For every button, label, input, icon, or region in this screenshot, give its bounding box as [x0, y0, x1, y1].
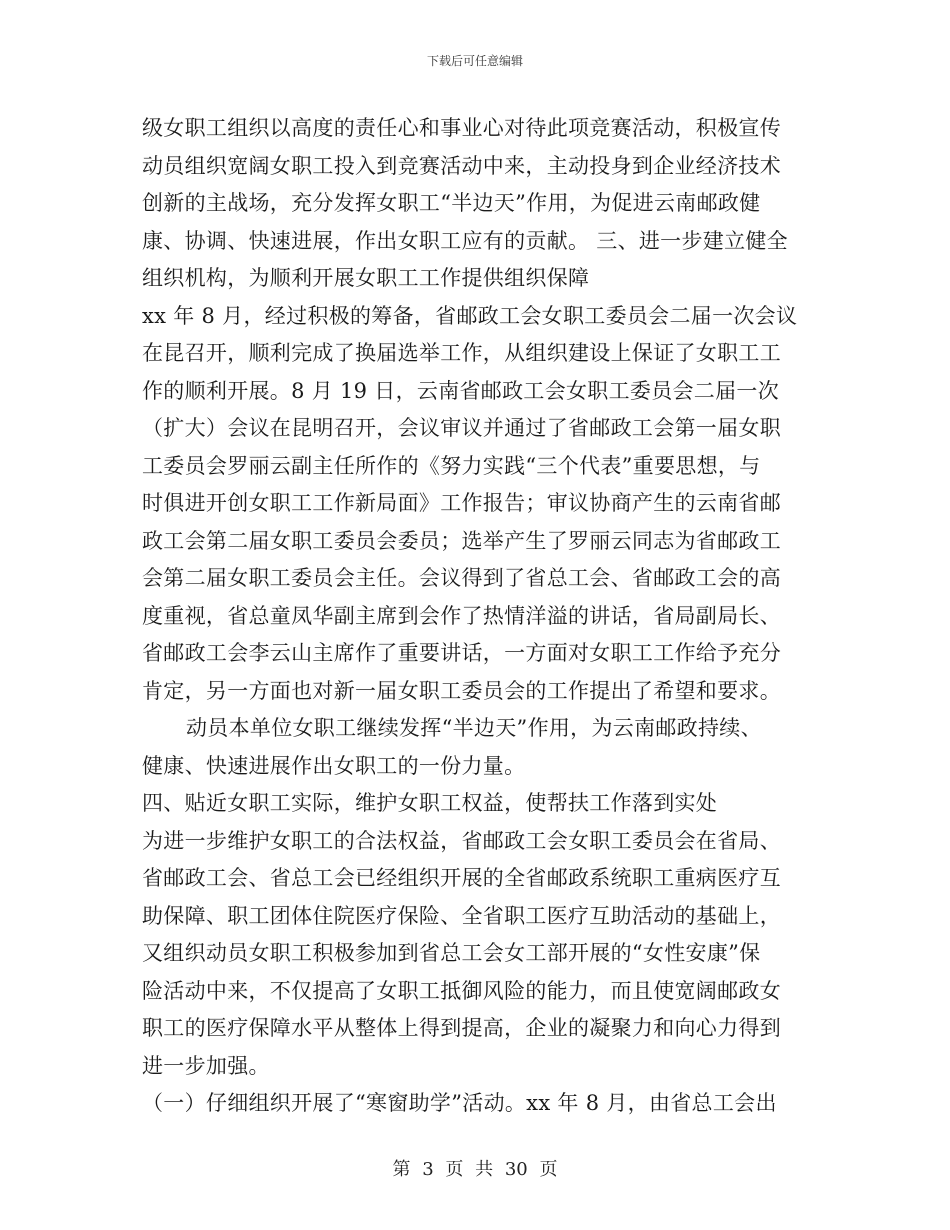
- page-number-footer: 第 3 页 共 30 页: [392, 1159, 558, 1180]
- text-line: 动员组织宽阔女职工投入到竞赛活动中来，主动投身到企业经济技术: [142, 153, 781, 178]
- text-line: 进一步加强。: [142, 1053, 270, 1078]
- text-line: 动员本单位女职工继续发挥“半边天”作用，为云南邮政持续、: [186, 716, 762, 740]
- page-header: 下载后可任意编辑: [426, 54, 523, 68]
- text-line: 职工的医疗保障水平从整体上得到提高，企业的凝聚力和向心力得到: [142, 1016, 781, 1040]
- text-line: 工委员会罗丽云副主任所作的《努力实践“三个代表”重要思想，与: [142, 453, 761, 478]
- text-line: 省邮政工会、省总工会已经组织开展的全省邮政系统职工重病医疗互: [142, 866, 781, 890]
- text-line: 政工会第二届女职工委员会委员；选举产生了罗丽云同志为省邮政工: [142, 528, 781, 553]
- text-line: 康、协调、快速进展，作出女职工应有的贡献。 三、进一步建立健全: [142, 228, 788, 253]
- text-line: 级女职工组织以高度的责任心和事业心对待此项竞赛活动，积极宣传: [142, 116, 781, 140]
- text-line: 时俱进开创女职工工作新局面》工作报告；审议协商产生的云南省邮: [142, 491, 781, 515]
- text-line: （扩大）会议在昆明召开，会议审议并通过了省邮政工会第一届女职: [142, 416, 781, 440]
- text-line: 肯定，另一方面也对新一届女职工委员会的工作提出了希望和要求。: [142, 678, 781, 703]
- document-body: [142, 110, 812, 1123]
- text-line: 组织机构，为顺利开展女职工工作提供组织保障: [142, 266, 590, 290]
- text-line: 为进一步维护女职工的合法权益，省邮政工会女职工委员会在省局、: [142, 828, 781, 853]
- text-line: 度重视，省总童凤华副主席到会作了热情洋溢的讲话，省局副局长、: [142, 603, 781, 628]
- text-line: 健康、快速进展作出女职工的一份力量。: [142, 753, 526, 778]
- text-line: 险活动中来，不仅提高了女职工抵御风险的能力，而且使宽阔邮政女: [142, 978, 781, 1003]
- text-line: （一）仔细组织开展了“寒窗助学”活动。xx 年 8 月，由省总工会出: [142, 1091, 777, 1115]
- text-line: 会第二届女职工委员会主任。会议得到了省总工会、省邮政工会的高: [142, 566, 781, 590]
- text-line: 在昆召开，顺利完成了换届选举工作，从组织建设上保证了女职工工: [142, 341, 781, 365]
- text-line: xx 年 8 月，经过积极的筹备，省邮政工会女职工委员会二届一次会议: [142, 303, 798, 328]
- section-heading: 四、贴近女职工实际，维护女职工权益，使帮扶工作落到实处: [142, 791, 718, 815]
- text-line: 省邮政工会李云山主席作了重要讲话，一方面对女职工工作给予充分: [142, 641, 781, 665]
- text-line: 助保障、职工团体住院医疗保险、全省职工医疗互助活动的基础上，: [142, 903, 781, 928]
- text-line: 创新的主战场，充分发挥女职工“半边天”作用，为促进云南邮政健: [142, 191, 761, 215]
- text-line: 又组织动员女职工积极参加到省总工会女工部开展的“女性安康”保: [142, 941, 761, 965]
- text-line: 作的顺利开展。8 月 19 日，云南省邮政工会女职工委员会二届一次: [142, 378, 780, 403]
